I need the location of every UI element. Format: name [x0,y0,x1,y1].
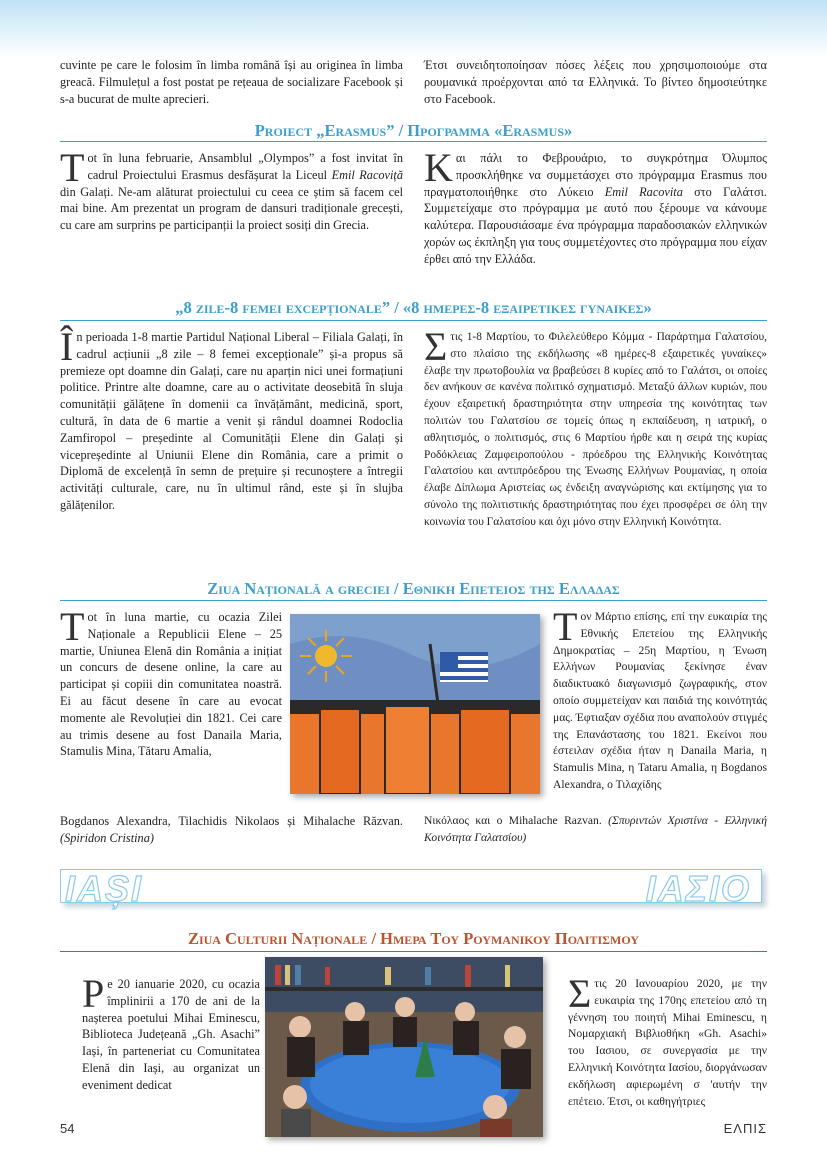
children-drawing-image [290,614,540,794]
national-rule [60,600,767,601]
culture-rule [60,951,767,952]
women-text-ro [60,324,403,514]
city-name-ro: IAȘI [65,868,144,909]
dropcap: K [424,145,453,190]
city-banner-box [60,868,762,909]
culture-text-gr [568,971,767,1110]
national-text-gr-tail [424,813,767,847]
top-text-gr: Έτσι συνειδητοποίησαν πόσες λέξεις που χρησιμοποιούμε στα ρουμανικά προέρχονται από τα Ελληνικά. Το βίντεο δημοσιεύτηκε στο Facebook. [424,58,767,106]
national-gr-a: ον Μάρτιο επίσης, επί την ευκαιρία της Εθνικής Επετείου της Ελληνικής Δημοκρατίας – 25η Μαρτίου, η Ένωση Ελλήνων Ρουμανίας ξεκίνησε έναν διαδικτυακό διαγωνισμό ζωγραφικής, στον οποίο συμμετείχαν και παιδιά της κοινότητάς μας. Έφτιαξαν σχέδια που αναπολούν στιγμές της Επανάστασης του 1821. Εκείνοι που έστειλαν σχέδια ήταν η Danaila Maria, η Stamulis Mina, η Tataru Amalia, η Bogdanos Alexandra, ο Τιλαχίδης [553,610,767,791]
erasmus-heading: Proiect „Erasmus” / Προγραμμα «Erasmus» [254,121,573,140]
dropcap: P [82,971,105,1016]
women-gr-body: τις 1-8 Μαρτίου, το Φιλελεύθερο Κόμμα - Παράρτημα Γαλατσίου, στο πλαίσιο της εκδήλωσης «8 ημέρες-8 εξαιρετικές γυναίκες» έλαβε την πρωτοβουλία να βραβεύσει 8 κυρίες από το Γαλάτσι, οι οποίες δεν ανήκουν σε κανένα πολιτικό σχηματισμό. Μεταξύ άλλων κυριών, που έχουν εξαιρετική δραστηριότητα στην υπηρεσία της κοινότητας των πολιτών του Γαλατσίου σε τομείς όπως η εκπαίδευση, η ιατρική, ο αθλητισμός, ο πολιτισμός, στις 6 Μαρτίου ήρθε και η σειρά της κυρίας Ροδόκλειας Ζαμφειροπούλου - πρόεδρου της Ελληνικής Κοινότητας Γαλατσίου και αντιπρόεδρου της Ένωσης Ελλήνων Ρουμανίας, η οποία έλαβε Δίπλωμα Αριστείας ως ένδειξη αναγνώρισης και εκτίμησης για το σύνολο της πολιτιστικής δραστηριότητας που έχει προσφέρει σε όλη την κοινωνία του Γαλατσίου και όχι μόνο στην Ελληνική Κοινότητα. [424,331,767,528]
erasmus-ro-a: ot în luna februarie, Ansamblul „Olympos” a fost invitat în cadrul Proiectului Erasmus desfășurat la Liceul [87,151,403,182]
national-text-ro-tail [60,813,403,847]
erasmus-ro-b: din Galați. Ne-am alăturat proiectului cu ceea ce știm să facem cel mai bine. Am prezentat un program de dansuri tradiționale grecești, cu care am surprins pe participanții la proiect sosiți din Grecia. [60,184,403,233]
national-ro-credit: (Spiridon Cristina) [60,830,154,845]
national-ro-b: Bogdanos Alexandra, Tilachidis Nikolaos și Mihalache Răzvan. [60,814,403,828]
women-rule [60,320,767,321]
dropcap: T [60,604,85,649]
dropcap: T [60,145,85,190]
erasmus-ro-em: Emil Racoviță [331,167,403,182]
women-text-gr [424,324,767,531]
erasmus-text-ro [60,145,403,234]
dropcap: Î [60,324,74,369]
erasmus-gr-em: Emil Racovita [604,184,683,199]
national-gr-credit: (Σπυριντών Χριστίνα - Ελληνική Κοινότητα Γαλατσίου) [424,814,768,844]
page-number: 54 [60,1121,75,1136]
culture-text-ro [82,971,260,1094]
dropcap: Σ [424,324,448,369]
magazine-name: ΕΛΠΙΣ [723,1121,767,1136]
culture-gr-body: τις 20 Ιανουαρίου 2020, με την ευκαιρία της 170ης επετείου από τη γέννηση του ποιητή Mihai Eminescu, η Νομαρχιακή Βιβλιοθήκη «Gh. Asachi» του Iασιου, σε συνεργασία με την Ελληνική Κοινότητα Iασίου, διοργάνωσαν εκδήλωση αφιερωμένη σ 'αυτήν την επέτειο. Έτσι, οι καθηγήτριες [568,977,767,1108]
dropcap: Σ [568,971,592,1016]
women-ro-body: n perioada 1-8 martie Partidul Național Liberal – Filiala Galați, în cadrul acțiunii „8 zile – 8 femei excepționale” și-a propus să premieze opt doamne din Galați, care nu aparțin nici unei formațiuni politice. Printre alte doamne, care au o activitate deosebită în sluja comunității gălățene în domenii ca învățământ, medicină, sport, cultură, în data de 6 martie a venit și rândul doamnei Rodoclia Zamfiropol – președinte al Comunității Elene din Galați și vicepreședinte al Uniunii Elene din România, care a primit o Diplomă de excelență în semn de prețuire și recunoștere a întregii activități culturale, care, nu în ultimul rând, este și în slujba gălățenilor. [60,330,403,512]
national-text-gr [553,604,767,794]
city-banner [60,869,767,907]
erasmus-text-gr [424,145,767,268]
culture-heading: Ziua Culturii Naționale / Ημερα Του Ρουμανικου Πολιτισμου [187,929,640,948]
national-text-ro [60,604,282,760]
national-gr-b: Νικόλαος και ο Mihalache Razvan. [424,814,609,827]
national-heading: Ziua Națională a greciei / Εθνικη Επετειος της Ελλαδας [207,579,620,598]
erasmus-gr-a: αι πάλι το Φεβρουάριο, το συγκρότημα Όλυμπος προσκλήθηκε να συμμετάσχει στο πρόγραμμα Erasmus που πραγματοποιήθηκε στο Λύκειο [424,151,767,199]
culture-ro-body: e 20 ianuarie 2020, cu ocazia împlinirii a 170 de ani de la nașterea poetului Mihai Eminescu, Biblioteca Județeană „Gh. Asachi” Iași, în parteneriat cu Comunitatea Elenă din Iași, au organizat un eveniment dedicat [82,977,260,1092]
erasmus-gr-b: στο Γαλάτσι. Συμμετείχαμε στο πρόγραμμα με αυτό που ξέρουμε να κάνουμε καλύτερα. Παρουσιάσαμε ένα πρόγραμμα παραδοσιακών ελληνικών χορών ως έκπληξη για τους συμμετέχοντες στο πρόγραμμα που είχαν έρθει από την Ελλάδα. [424,184,767,266]
library-event-photo [265,957,543,1137]
dropcap: T [553,604,578,649]
top-color-band [0,0,827,58]
erasmus-rule [60,141,767,142]
city-name-gr: ΙΑΣΙΟ [645,868,751,909]
women-heading: „8 zile-8 femei excepționale” / «8 ημερες-8 εξαιρετικες γυναικες» [175,298,652,317]
national-ro-a: ot în luna martie, cu ocazia Zilei Naționale a Republicii Elene – 25 martie, Uniunea Elenă din România a inițiat un concurs de desene online, la care au participat și copiii din comunitatea noastră. Ei au făcut desene în care au evocat momente ale Revoluției din 1821. Cei care au trimis desene au fost Danaila Maria, Stamulis Mina, Tătaru Amalia, [60,610,282,759]
top-text-ro: cuvinte pe care le folosim în limba română își au originea în limba greacă. Filmulețul a fost postat pe rețeaua de socializare Facebook și s-a bucurat de multe aprecieri. [60,58,403,106]
